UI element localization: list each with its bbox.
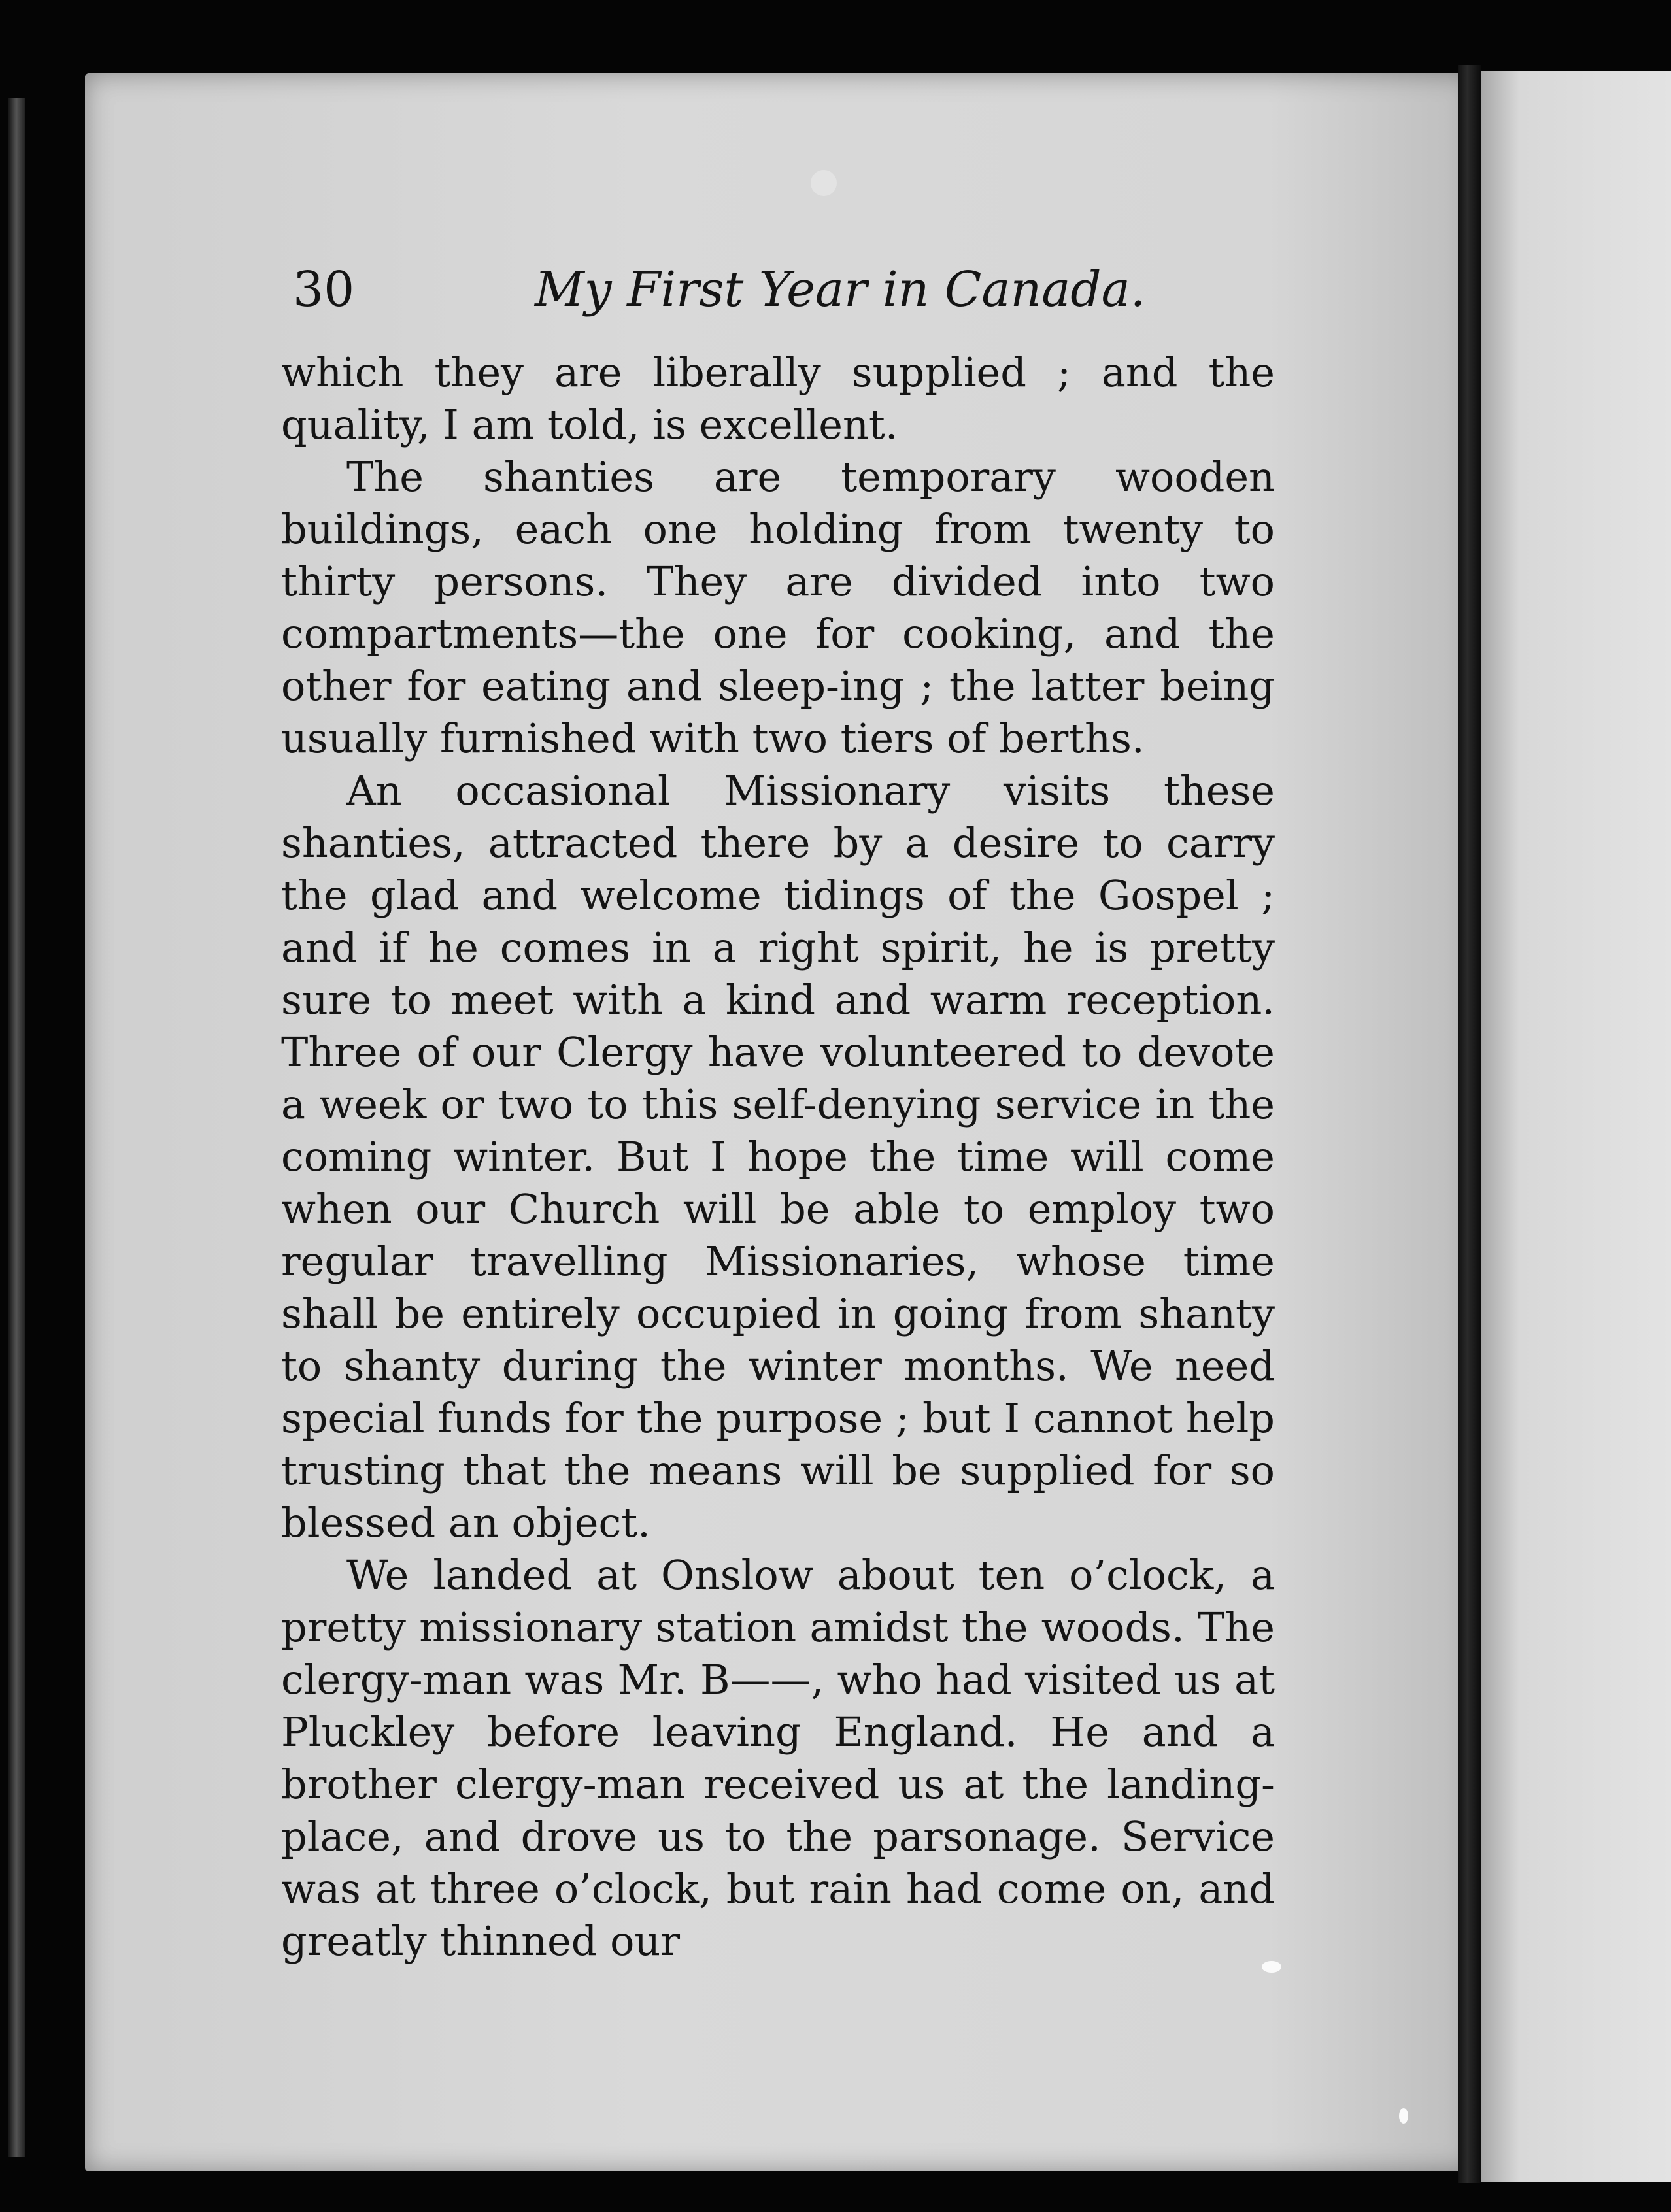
paragraph-1: which they are liberally supplied ; and the quality, I am told, is excellent. [281,348,1275,448]
running-title: My First Year in Canada. [535,261,1146,318]
facing-page [1481,71,1671,2182]
page-number: 30 [293,261,355,318]
previous-page-edge [8,98,25,2157]
paragraph-2: The shanties are temporary wooden buildings, each one holding from twenty to thirty persons. They are divided into two compartments—the one for cooking, and the other for eating and sleep-ing ; the latter being usually furnished with two tiers of berths. [281,453,1275,762]
paragraph-3: An occasional Missionary visits these shanties, attracted there by a desire to carry the glad and welcome tidings of the Gospel ; and if he comes in a right spirit, he is pretty sure to meet with a kind and warm reception. Three of our Clergy have volunteered to devote a week or two to this self-denying service in the coming winter. But I hope the time will come when our Church will be able to employ two regular travelling Missionaries, whose time shall be entirely occupied in going from shanty to shanty during the winter months. We need special funds for the purpose ; but I cannot help trusting that the means will be supplied for so blessed an object. [281,767,1275,1547]
page-body [281,346,1275,1968]
scan-speck [1262,1961,1281,1973]
page-header [293,261,1365,333]
book-gutter [1458,65,1481,2183]
scan-speck [811,170,837,196]
paragraph-4: We landed at Onslow about ten o’clock, a pretty missionary station amidst the woods. The clergy-man was Mr. B——, who had visited us at Pluckley before leaving England. He and a brother clergy-man received us at the landing-place, and drove us to the parsonage. Service was at three o’clock, but rain had come on, and greatly thinned our [281,1551,1275,1965]
scan-speck [1399,2108,1408,2124]
